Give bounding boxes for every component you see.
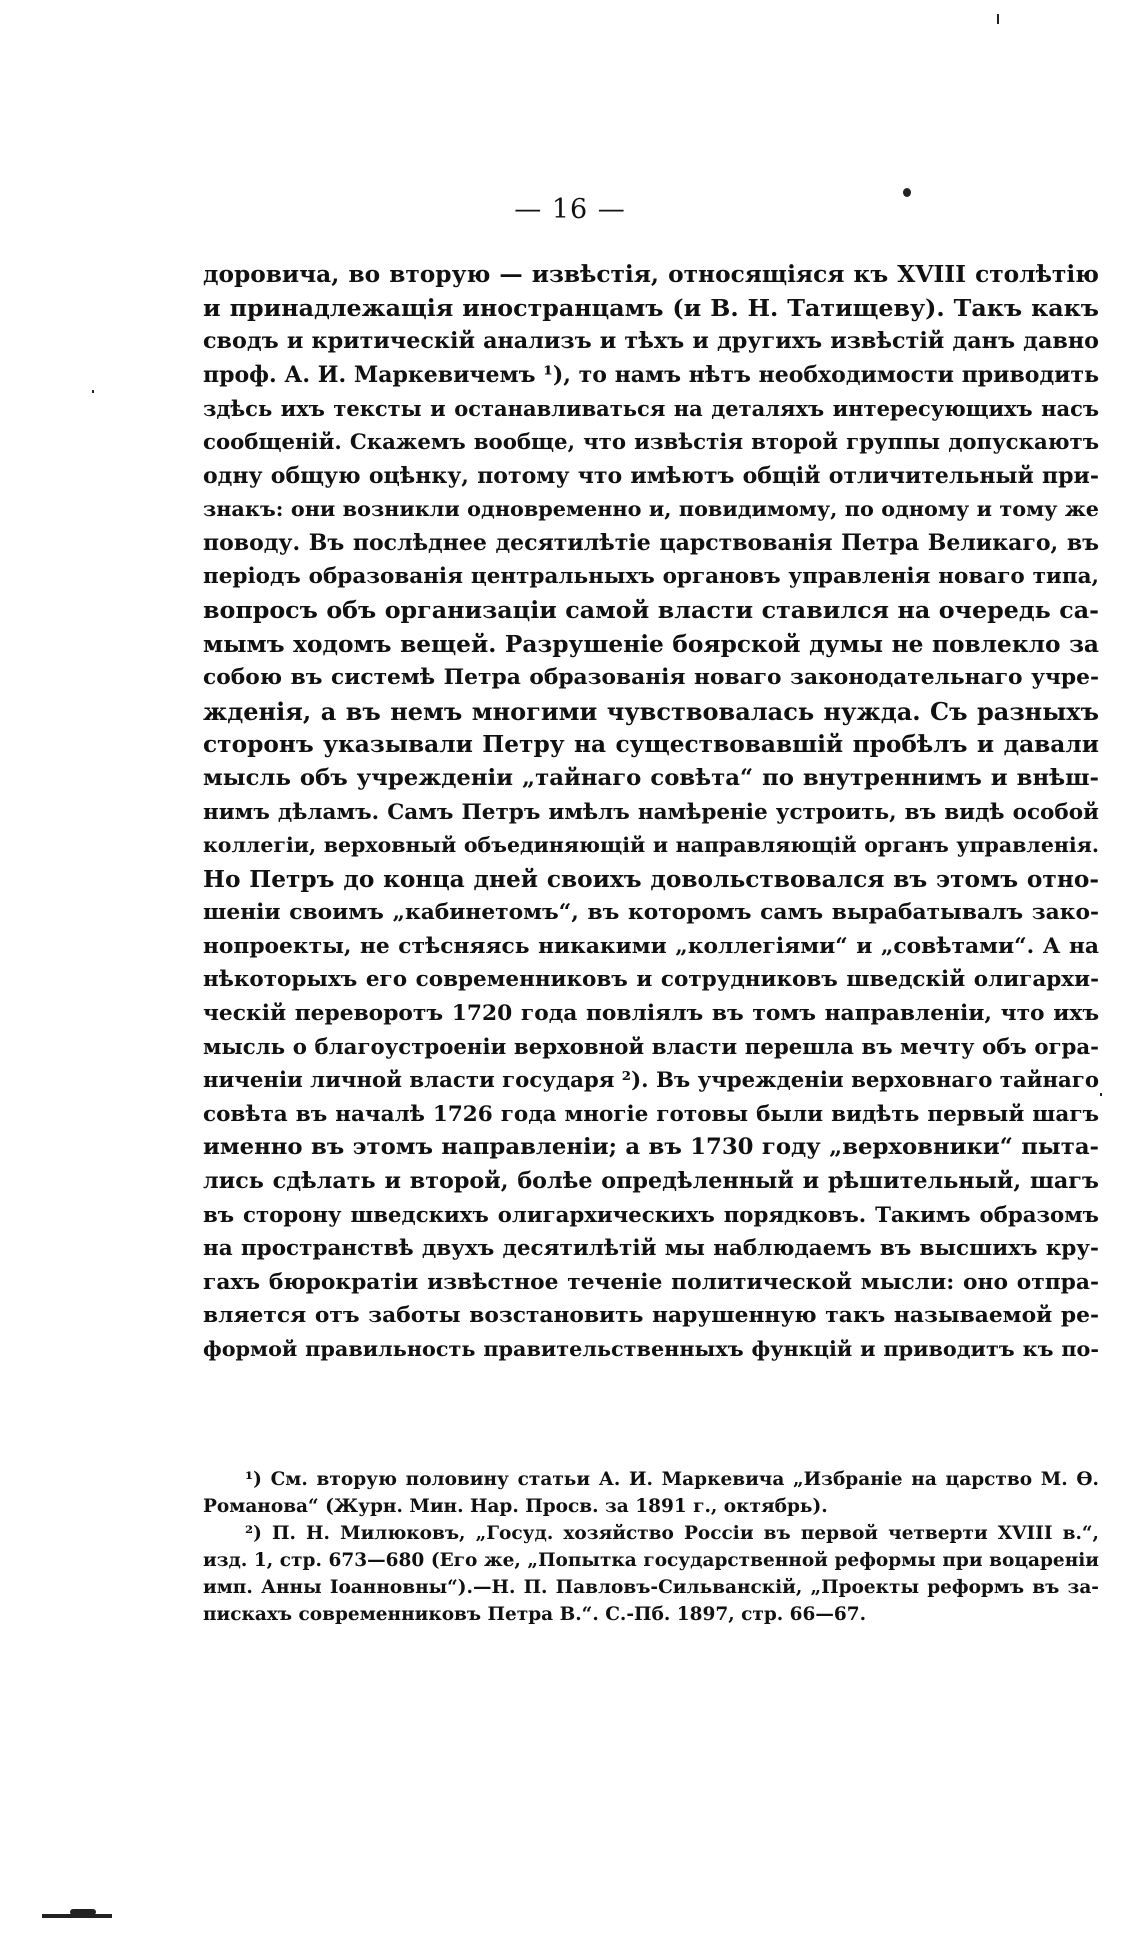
scan-artifact-top-right [997, 14, 999, 24]
body-line: собою въ системѣ Петра образованія новаго законодательнаго учре- [203, 665, 1099, 691]
body-line: на пространствѣ двухъ десятилѣтій мы наблюдаемъ въ высшихъ кру- [203, 1236, 1099, 1262]
body-line: періодъ образованія центральныхъ органовъ управленія новаго типа, [203, 564, 1099, 590]
body-line: проф. А. И. Маркевичемъ ¹), то намъ нѣтъ необходимости приводить [203, 361, 1099, 388]
body-line: вопросъ объ организаціи самой власти ставился на очередь са- [203, 595, 1099, 624]
body-line: мысль объ учрежденіи „тайнаго совѣта“ по внутреннимъ и внѣш- [203, 764, 1099, 791]
body-line: нимъ дѣламъ. Самъ Петръ имѣлъ намѣреніе устроить, въ видѣ особой [203, 799, 1099, 825]
body-line: гахъ бюрократіи извѣстное теченіе политической мысли: оно отпра- [203, 1269, 1099, 1295]
body-line: коллегіи, верховный объединяющій и направляющій органъ управленія. [203, 833, 1099, 858]
footnote-2-line: имп. Анны Іоанновны“).—Н. П. Павловъ-Сильванскій, „Проекты реформъ въ за- [203, 1577, 1099, 1598]
body-line: формой правильность правительственныхъ функцій и приводитъ къ по- [203, 1337, 1099, 1361]
footnote-2-line: ²) П. Н. Милюковъ, „Госуд. хозяйство Россіи въ первой четверти XVIII в.“, [245, 1523, 1099, 1544]
footnote-2-line: пискахъ современниковъ Петра В.“. С.-Пб. 1897, стр. 66—67. [203, 1604, 867, 1625]
body-line: поводу. Въ послѣднее десятилѣтіе царствованія Петра Великаго, въ [203, 529, 1099, 556]
body-line: Но Петръ до конца дней своихъ довольствовался въ этомъ отно- [203, 865, 1099, 893]
body-line: доровича, во вторую — извѣстія, относящіяся къ XVIII столѣтію [203, 261, 1099, 288]
scan-artifact-right-tick [1100, 1093, 1102, 1096]
footnotes [203, 1466, 1099, 1628]
body-line: сторонъ указывали Петру на существовавшій пробѣлъ и давали [203, 731, 1099, 759]
body-line: сводъ и критическій анализъ и тѣхъ и другихъ извѣстій данъ давно [203, 328, 1099, 355]
body-line: вляется отъ заботы возстановить нарушенную такъ называемой ре- [203, 1303, 1099, 1329]
body-line: нѣкоторыхъ его современниковъ и сотрудниковъ шведскій олигархи- [203, 967, 1099, 993]
body-line: здѣсь ихъ тексты и останавливаться на деталяхъ интересующихъ насъ [203, 396, 1099, 422]
page-number: — 16 — [514, 194, 626, 225]
body-line: въ сторону шведскихъ олигархическихъ порядковъ. Такимъ образомъ [203, 1202, 1099, 1228]
body-line: шеніи своимъ „кабинетомъ“, въ которомъ самъ вырабатывалъ зако- [203, 900, 1099, 926]
body-line: жденія, а въ немъ многими чувствовалась нужда. Съ разныхъ [203, 696, 1099, 726]
body-line: ниченіи личной власти государя ²). Въ учрежденіи верховнаго тайнаго [203, 1068, 1099, 1094]
scan-artifact-bottom-left-blob [70, 1909, 96, 1915]
body-line: одну общую оцѣнку, потому что имѣютъ общій отличительный при- [203, 462, 1099, 489]
body-line: совѣта въ началѣ 1726 года многіе готовы были видѣть первый шагъ [203, 1101, 1099, 1127]
body-line: сообщеній. Скажемъ вообще, что извѣстія второй группы допускаютъ [203, 429, 1099, 455]
body-line: мымъ ходомъ вещей. Разрушеніе боярской думы не повлекло за [203, 630, 1099, 658]
body-text [203, 258, 1099, 1367]
body-line: лись сдѣлать и второй, болѣе опредѣленный и рѣшительный, шагъ [203, 1168, 1099, 1195]
body-line: именно въ этомъ направленіи; а въ 1730 году „верховники“ пыта- [203, 1134, 1099, 1161]
body-line: ческій переворотъ 1720 года повліялъ въ томъ направленіи, что ихъ [203, 1001, 1099, 1027]
footnote-1-line: ¹) См. вторую половину статьи А. И. Маркевича „Избраніе на царство М. Ѳ. [245, 1469, 1099, 1490]
body-line: нопроекты, не стѣсняясь никакими „коллегіями“ и „совѣтами“. А на [203, 933, 1099, 959]
footnote-2-line: изд. 1, стр. 673—680 (Его же, „Попытка государственной реформы при воцареніи [203, 1550, 1099, 1571]
body-line: знакъ: они возникли одновременно и, повидимому, по одному и тому же [203, 497, 1099, 522]
footnote-1-line: Романова“ (Журн. Мин. Нар. Просв. за 1891 г., октябрь). [203, 1496, 828, 1517]
body-line: мысль о благоустроеніи верховной власти перешла въ мечту объ огра- [203, 1034, 1099, 1060]
scan-artifact-left-tick [92, 390, 94, 393]
body-line: и принадлежащія иностранцамъ (и В. Н. Татищеву). Такъ какъ [203, 293, 1099, 322]
